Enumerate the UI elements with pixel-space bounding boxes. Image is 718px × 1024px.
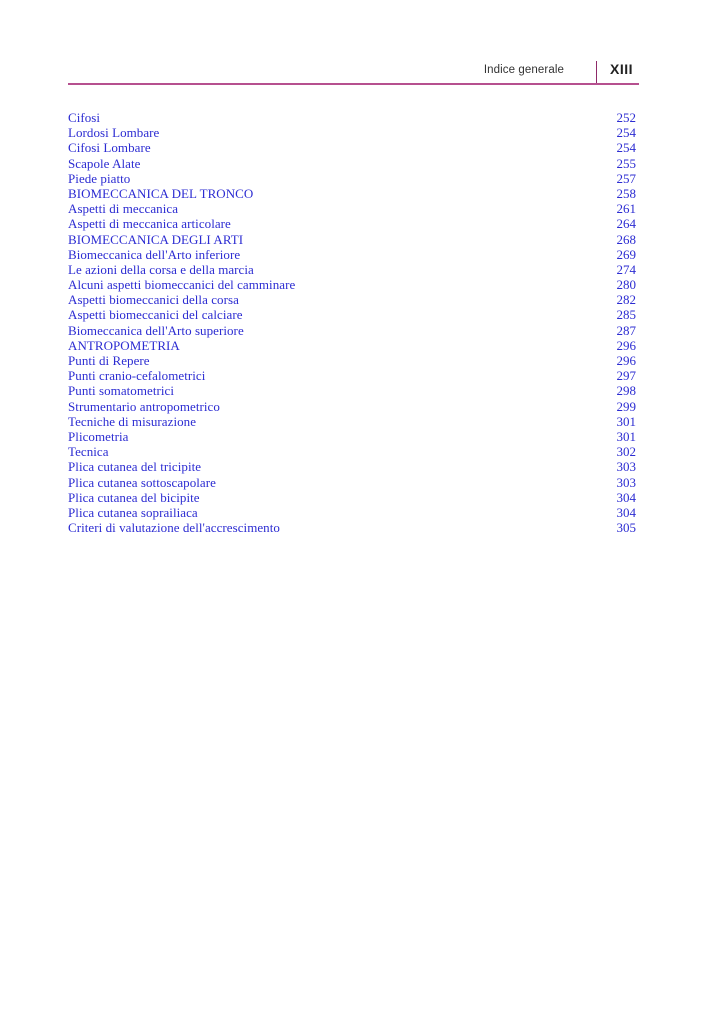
toc-entry-title[interactable]: Le azioni della corsa e della marcia	[68, 261, 254, 277]
toc-entry[interactable]	[68, 216, 636, 231]
toc-entry-title[interactable]: Aspetti di meccanica	[68, 201, 179, 217]
toc-entry-title[interactable]: Plicometria	[68, 428, 129, 444]
toc-entry[interactable]	[68, 383, 636, 398]
toc-entry-title[interactable]: Punti cranio-cefalometrici	[68, 368, 206, 384]
toc-entry[interactable]	[68, 429, 636, 444]
toc-entry[interactable]	[68, 520, 636, 535]
toc-entry-page[interactable]: 252	[616, 110, 636, 125]
toc-entry-title[interactable]: Biomeccanica dell'Arto superiore	[68, 322, 244, 338]
toc-entry-page[interactable]: 303	[616, 474, 636, 490]
toc-entry-page[interactable]: 258	[616, 185, 636, 201]
toc-entry-page[interactable]: 254	[616, 125, 636, 141]
toc-entry[interactable]	[68, 475, 636, 490]
toc-entry[interactable]	[68, 505, 636, 520]
toc-entry-title[interactable]: Aspetti biomeccanici della corsa	[68, 292, 239, 308]
toc-entry-title[interactable]: Plica cutanea soprailiaca	[68, 504, 198, 520]
toc-entry-page[interactable]: 287	[616, 322, 636, 338]
toc-entry[interactable]	[68, 171, 636, 186]
header-rule	[68, 83, 639, 85]
toc-entry-title[interactable]: Cifosi Lombare	[68, 140, 151, 156]
toc-entry-page[interactable]: 261	[616, 201, 636, 217]
running-header	[0, 0, 718, 90]
toc-entry[interactable]	[68, 490, 636, 505]
toc-entry-title[interactable]: BIOMECCANICA DEL TRONCO	[68, 185, 254, 201]
toc-entry-title[interactable]: Scapole Alate	[68, 155, 141, 171]
toc-entry[interactable]	[68, 338, 636, 353]
toc-entry-title[interactable]: Piede piatto	[68, 170, 131, 186]
toc-entry-page[interactable]: 305	[616, 520, 636, 536]
toc-entry-page[interactable]: 301	[616, 428, 636, 444]
toc-entry[interactable]	[68, 353, 636, 368]
toc-entry-title[interactable]: Aspetti biomeccanici del calciare	[68, 307, 243, 323]
toc-entry-page[interactable]: 296	[616, 353, 636, 368]
toc-entry[interactable]	[68, 186, 636, 201]
toc-entry[interactable]	[68, 110, 636, 125]
toc-entry-title[interactable]: Strumentario antropometrico	[68, 398, 220, 414]
toc-entry-title[interactable]: Plica cutanea del tricipite	[68, 459, 202, 475]
toc-entry[interactable]	[68, 262, 636, 277]
toc-entry-page[interactable]: 304	[616, 504, 636, 520]
toc-entry[interactable]	[68, 140, 636, 155]
toc-entry-page[interactable]: 280	[616, 277, 636, 293]
toc-entry-page[interactable]: 296	[616, 337, 636, 353]
toc-entry-page[interactable]: 299	[616, 398, 636, 414]
toc-entry-page[interactable]: 269	[616, 246, 636, 262]
header-separator	[596, 61, 597, 83]
toc-entry-page[interactable]: 302	[616, 444, 636, 460]
running-header-title: Indice generale	[483, 64, 564, 76]
toc-entry-page[interactable]: 268	[616, 231, 636, 247]
toc-entry-title[interactable]: Punti di Repere	[68, 353, 150, 368]
toc-entry[interactable]	[68, 444, 636, 459]
toc-entry-title[interactable]: Plica cutanea del bicipite	[68, 489, 200, 505]
toc-entry[interactable]	[68, 368, 636, 383]
toc-entry-title[interactable]: Punti somatometrici	[68, 383, 175, 399]
toc-entry-title[interactable]: Criteri di valutazione dell'accrescimento	[68, 520, 280, 536]
toc-entry[interactable]	[68, 292, 636, 307]
toc-entry[interactable]	[68, 307, 636, 322]
page-number: XIII	[610, 61, 634, 77]
toc-entry[interactable]	[68, 232, 636, 247]
toc-entry-title[interactable]: Tecnica	[68, 444, 109, 460]
toc-entry-title[interactable]: Plica cutanea sottoscapolare	[68, 474, 216, 490]
toc-entry-page[interactable]: 297	[616, 368, 636, 384]
toc-entry-title[interactable]: BIOMECCANICA DEGLI ARTI	[68, 231, 244, 247]
toc-entry[interactable]	[68, 414, 636, 429]
toc-entry[interactable]	[68, 156, 636, 171]
toc-entry-page[interactable]: 298	[616, 383, 636, 399]
toc-entry-page[interactable]: 254	[616, 140, 636, 156]
toc-entry-page[interactable]: 301	[616, 413, 636, 429]
toc-entry-title[interactable]: Tecniche di misurazione	[68, 413, 197, 429]
toc-entry-page[interactable]: 282	[616, 292, 636, 308]
toc-entry-title[interactable]: Cifosi	[68, 110, 101, 125]
toc-entry-page[interactable]: 264	[616, 216, 636, 232]
toc-entry-title[interactable]: Alcuni aspetti biomeccanici del camminare	[68, 277, 296, 293]
toc-entry-title[interactable]: Lordosi Lombare	[68, 125, 160, 141]
toc-entry-page[interactable]: 285	[616, 307, 636, 323]
toc-entry-page[interactable]: 274	[616, 261, 636, 277]
toc-entry[interactable]	[68, 247, 636, 262]
table-of-contents	[68, 110, 636, 535]
toc-entry[interactable]	[68, 125, 636, 140]
toc-entry[interactable]	[68, 277, 636, 292]
toc-entry[interactable]	[68, 399, 636, 414]
toc-entry-page[interactable]: 255	[616, 155, 636, 171]
toc-entry[interactable]	[68, 459, 636, 474]
toc-entry-title[interactable]: Biomeccanica dell'Arto inferiore	[68, 246, 241, 262]
toc-entry-title[interactable]: ANTROPOMETRIA	[68, 337, 180, 353]
toc-entry-title[interactable]: Aspetti di meccanica articolare	[68, 216, 231, 232]
toc-entry-page[interactable]: 303	[616, 459, 636, 475]
toc-entry[interactable]	[68, 323, 636, 338]
toc-entry-page[interactable]: 257	[616, 170, 636, 186]
toc-entry[interactable]	[68, 201, 636, 216]
toc-entry-page[interactable]: 304	[616, 489, 636, 505]
